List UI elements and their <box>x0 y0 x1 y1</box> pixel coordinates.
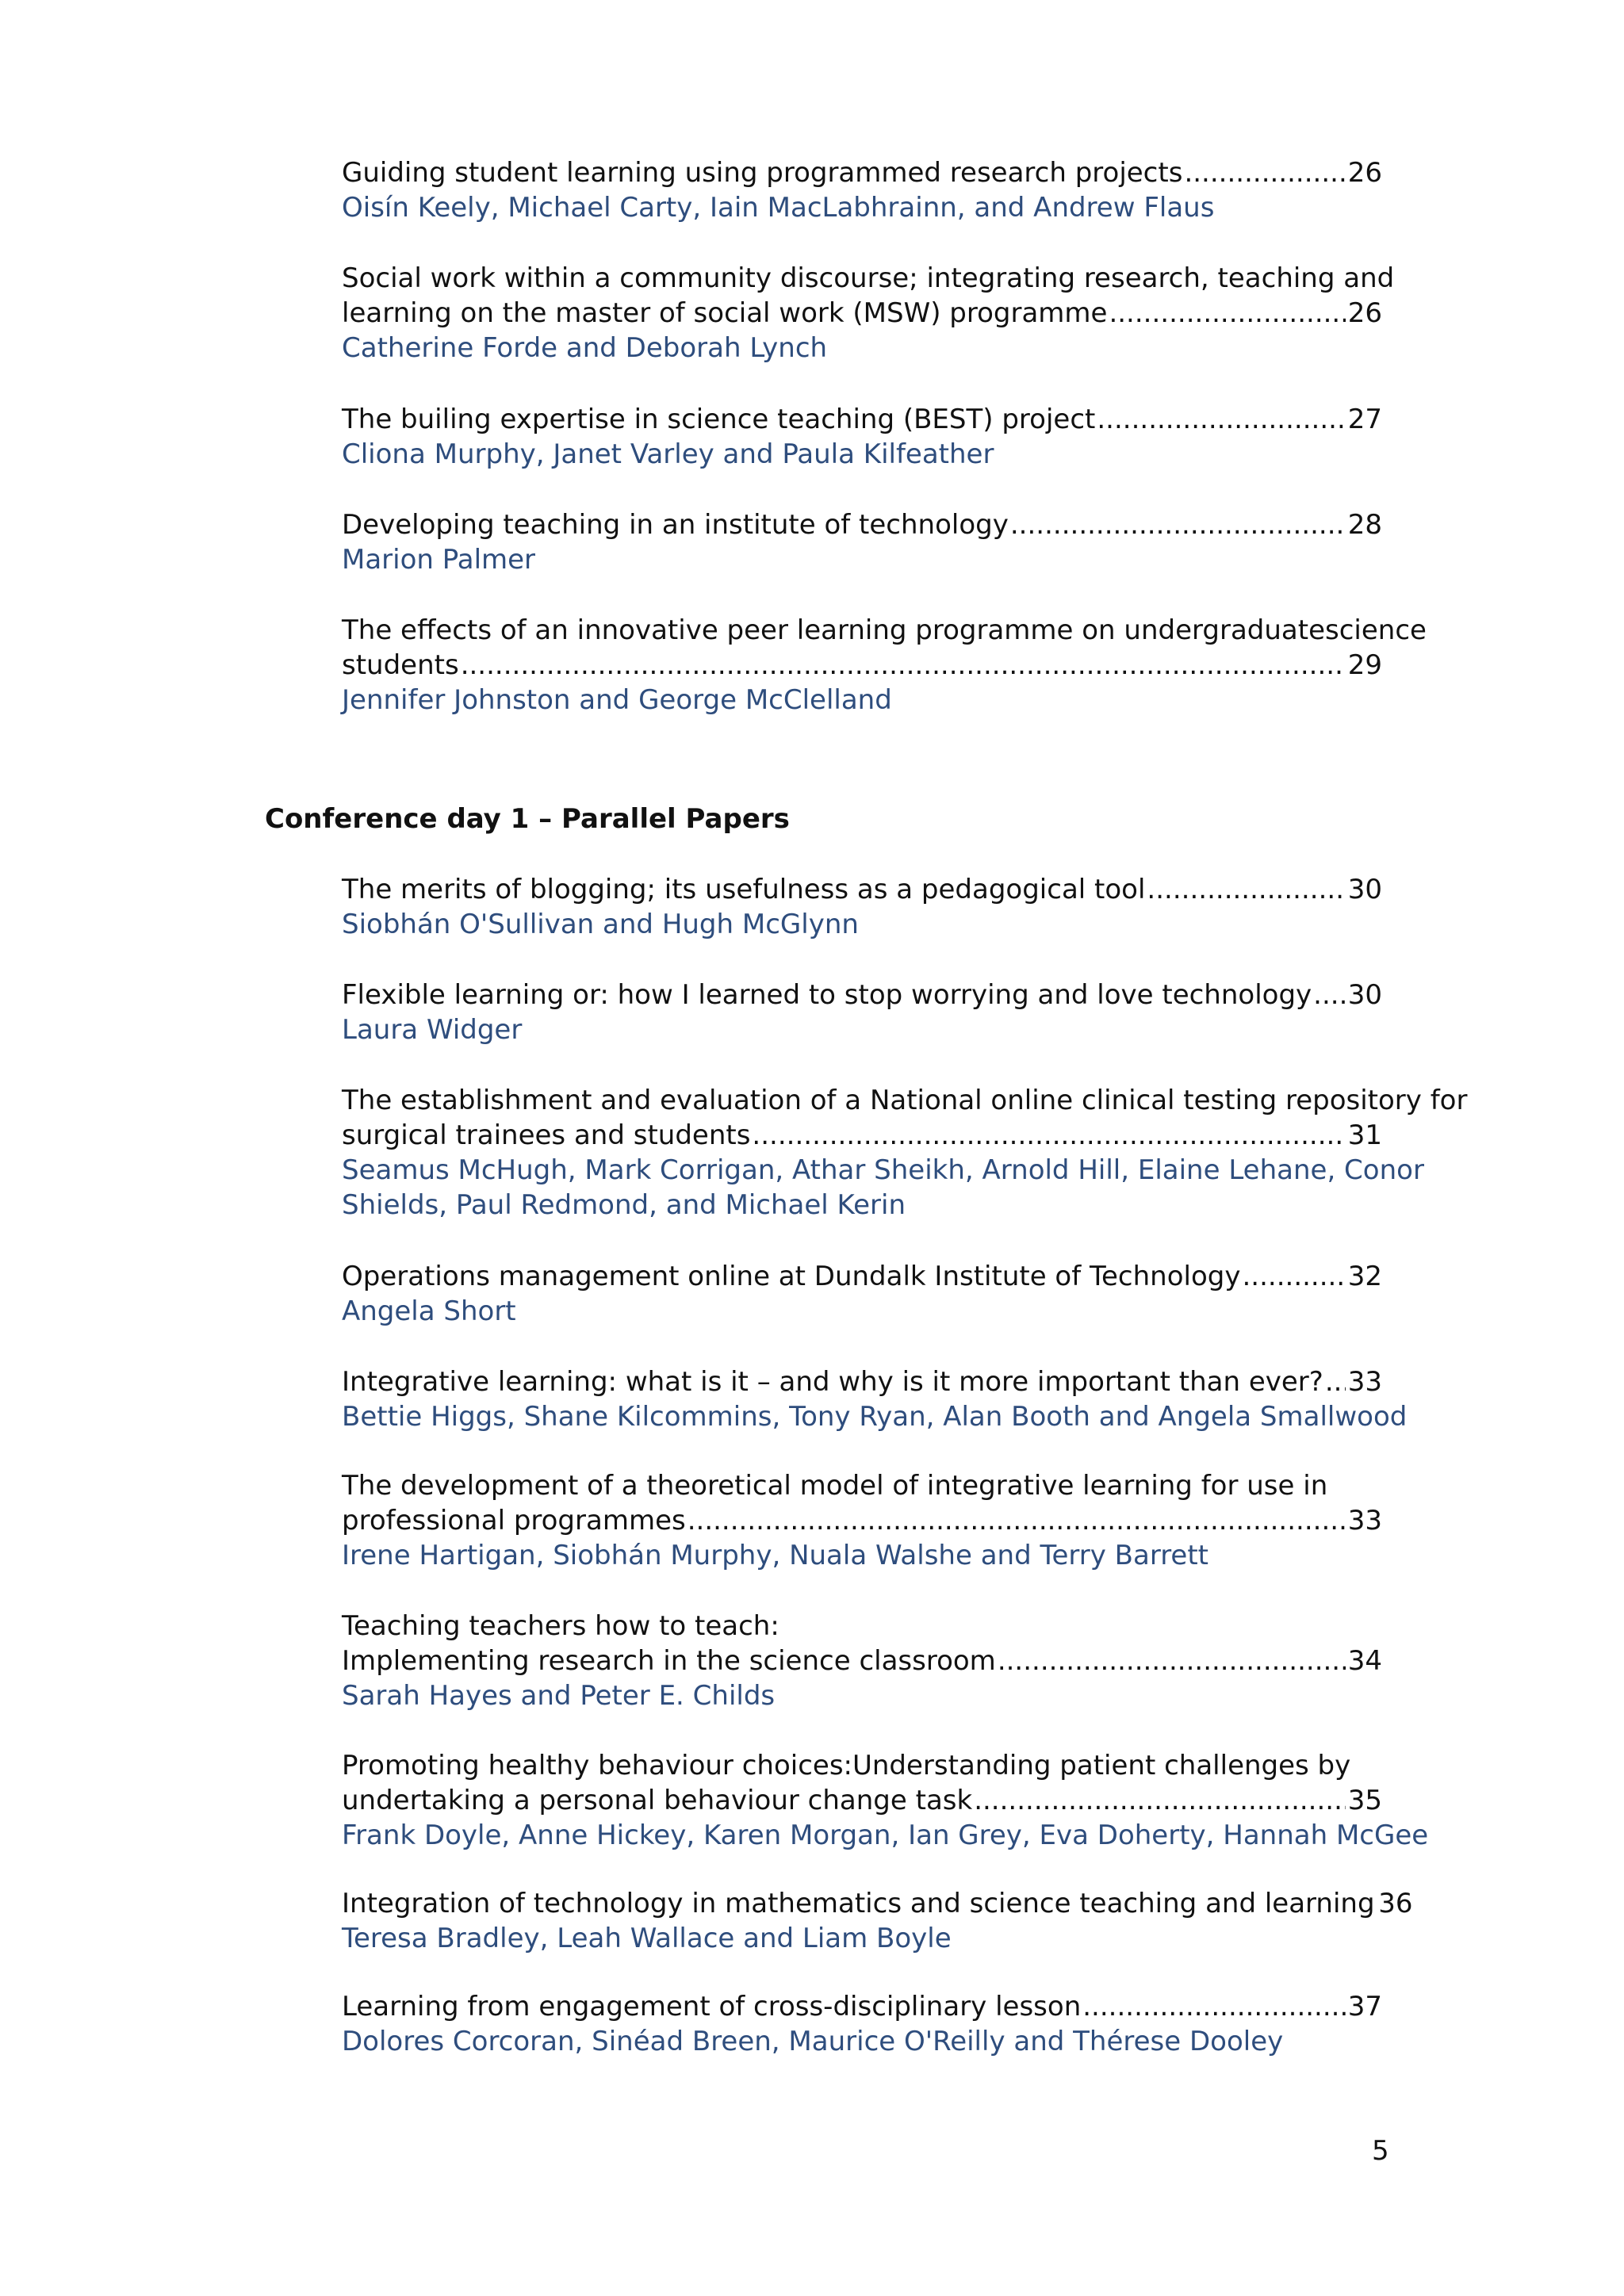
toc-title-line <box>342 1364 1382 1399</box>
toc-authors: Shields, Paul Redmond, and Michael Kerin <box>342 1189 906 1221</box>
dot-leader <box>752 1118 1346 1153</box>
toc-title-line <box>342 1259 1382 1294</box>
toc-page-number: 30 <box>1347 874 1382 905</box>
toc-title: The merits of blogging; its usefulness as a pedagogical tool <box>342 874 1146 905</box>
toc-authors: Sarah Hayes and Peter E. Childs <box>342 1680 776 1712</box>
dot-leader <box>1097 402 1346 437</box>
dot-leader <box>688 1503 1346 1538</box>
toc-title-line <box>342 1989 1382 2024</box>
toc-authors: Bettie Higgs, Shane Kilcommins, Tony Ryan, Alan Booth and Angela Smallwood <box>342 1401 1408 1433</box>
toc-title: Teaching teachers how to teach: <box>342 1610 779 1642</box>
dot-leader <box>1147 872 1346 907</box>
toc-page-number: 31 <box>1347 1119 1382 1151</box>
toc-entry <box>342 872 1382 942</box>
toc-entry <box>342 1468 1382 1573</box>
toc-title-line <box>342 978 1382 1012</box>
dot-leader <box>1325 1364 1346 1399</box>
dot-leader <box>1109 296 1346 331</box>
toc-authors: Seamus McHugh, Mark Corrigan, Athar Sheikh, Arnold Hill, Elaine Lehane, Conor <box>342 1154 1424 1186</box>
toc-entry <box>342 402 1382 472</box>
dot-leader <box>1313 978 1346 1012</box>
toc-authors: Marion Palmer <box>342 544 536 576</box>
toc-page-number: 36 <box>1378 1888 1413 1919</box>
toc-page-number: 28 <box>1347 509 1382 541</box>
toc-title: The effects of an innovative peer learning programme on undergraduate <box>342 614 1325 646</box>
toc-title: Operations management online at Dundalk Institute of Technology <box>342 1261 1241 1292</box>
toc-title: The development of a theoretical model of integrative learning for use in <box>342 1470 1328 1502</box>
toc-authors: Oisín Keely, Michael Carty, Iain MacLabhrainn, and Andrew Flaus <box>342 192 1215 224</box>
toc-title: Implementing research in the science classroom <box>342 1645 996 1677</box>
toc-title-line <box>342 1886 1413 1921</box>
toc-title: Integration of technology in mathematics and science teaching and learning <box>342 1888 1375 1919</box>
toc-title-line <box>342 402 1382 437</box>
toc-title-line <box>342 1783 1382 1818</box>
toc-page-number: 33 <box>1347 1366 1382 1398</box>
toc-entry <box>342 1364 1408 1434</box>
toc-authors: Angela Short <box>342 1295 516 1327</box>
toc-authors: Laura Widger <box>342 1014 523 1046</box>
toc-title: Integrative learning: what is it – and why is it more important than ever? <box>342 1366 1323 1398</box>
toc-entry <box>342 1989 1382 2059</box>
toc-authors: Cliona Murphy, Janet Varley and Paula Kilfeather <box>342 438 994 470</box>
toc-title: students <box>342 649 459 681</box>
dot-leader <box>1082 1989 1346 2024</box>
toc-title: learning on the master of social work (MSW) programme <box>342 297 1108 329</box>
toc-title-line <box>342 872 1382 907</box>
dot-leader <box>998 1644 1346 1678</box>
toc-entry <box>342 261 1395 365</box>
toc-title-line <box>342 1118 1382 1153</box>
toc-page-number: 29 <box>1347 649 1382 681</box>
toc-page-number: 32 <box>1347 1261 1382 1292</box>
toc-authors: Siobhán O'Sullivan and Hugh McGlynn <box>342 909 859 940</box>
toc-page-number: 30 <box>1347 979 1382 1011</box>
toc-entry <box>342 1083 1468 1223</box>
dot-leader <box>461 648 1346 683</box>
dot-leader <box>1242 1259 1346 1294</box>
toc-page-number: 33 <box>1347 1505 1382 1536</box>
toc-title: Flexible learning or: how I learned to stop worrying and love technology <box>342 979 1312 1011</box>
section-heading: Conference day 1 – Parallel Papers <box>265 803 790 835</box>
toc-title: surgical trainees and students <box>342 1119 751 1151</box>
page-number: 5 <box>1372 2135 1389 2167</box>
toc-title-line <box>342 1503 1382 1538</box>
toc-title: Developing teaching in an institute of technology <box>342 509 1009 541</box>
toc-title: undertaking a personal behaviour change task <box>342 1785 973 1816</box>
toc-authors: Irene Hartigan, Siobhán Murphy, Nuala Walshe and Terry Barrett <box>342 1540 1209 1571</box>
toc-title: The builing expertise in science teaching (BEST) project <box>342 404 1096 435</box>
toc-entry <box>342 613 1427 718</box>
toc-title: Guiding student learning using programmed research projects <box>342 157 1183 189</box>
toc-page-number: 26 <box>1347 157 1382 189</box>
dot-leader <box>1010 507 1346 542</box>
toc-entry <box>342 1259 1382 1329</box>
toc-title: Promoting healthy behaviour choices:Understanding patient challenges by <box>342 1750 1351 1781</box>
toc-title: Learning from engagement of cross-disciplinary lesson <box>342 1991 1082 2022</box>
toc-title-line <box>342 296 1382 331</box>
toc-title-line <box>342 1644 1382 1678</box>
toc-authors: Catherine Forde and Deborah Lynch <box>342 332 828 364</box>
toc-title-line <box>342 155 1382 190</box>
toc-page-number: 26 <box>1347 297 1382 329</box>
toc-entry <box>342 978 1382 1047</box>
toc-title-trailing-word: science <box>1325 614 1427 646</box>
toc-title-line <box>342 648 1382 683</box>
toc-authors: Jennifer Johnston and George McClelland <box>342 684 892 716</box>
toc-title: Social work within a community discourse; integrating research, teaching and <box>342 262 1395 294</box>
toc-page-number: 34 <box>1347 1645 1382 1677</box>
toc-entry <box>342 155 1382 225</box>
dot-leader <box>1184 155 1346 190</box>
dot-leader <box>974 1783 1346 1818</box>
toc-entry <box>342 1609 1382 1713</box>
toc-title: The establishment and evaluation of a National online clinical testing repository for <box>342 1085 1468 1116</box>
toc-page-number: 35 <box>1347 1785 1382 1816</box>
toc-title-line <box>342 613 1427 648</box>
toc-title: professional programmes <box>342 1505 686 1536</box>
toc-entry <box>342 1748 1429 1853</box>
toc-page-number: 37 <box>1347 1991 1382 2022</box>
toc-entry <box>342 1886 1413 1956</box>
toc-entry <box>342 507 1382 577</box>
toc-authors: Dolores Corcoran, Sinéad Breen, Maurice O'Reilly and Thérese Dooley <box>342 2026 1284 2057</box>
toc-page-number: 27 <box>1347 404 1382 435</box>
toc-title-line <box>342 507 1382 542</box>
toc-authors: Frank Doyle, Anne Hickey, Karen Morgan, Ian Grey, Eva Doherty, Hannah McGee <box>342 1820 1429 1851</box>
toc-authors: Teresa Bradley, Leah Wallace and Liam Boyle <box>342 1923 952 1954</box>
